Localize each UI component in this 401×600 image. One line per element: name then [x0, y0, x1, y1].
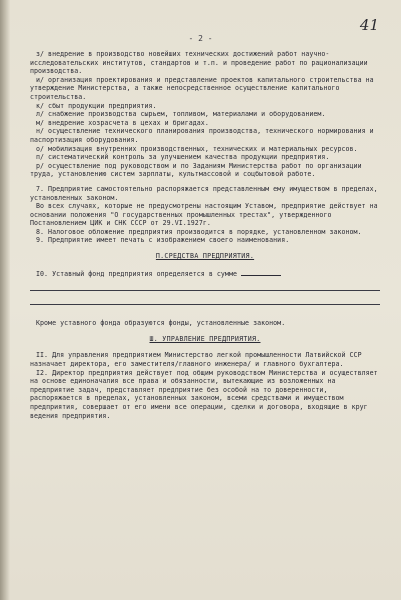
paragraph-12: I2. Директор предприятия действует под общим руководством Министерства и осуществляет на основе единоначалия все права и обязанности, вытекающие из возложенных на предприятие задач, представляет предприятие без особой на то доверенности, распоряжается в пределах, установленных законом, всеми средствами и имуществом предприятия, совершает от его имени все операции, сделки и договора, входящие в круг ведения предприятия. [30, 368, 378, 420]
binding-edge [0, 0, 10, 600]
list-item: о/ мобилизация внутренних производственных, технических и материальных ресурсов. [36, 144, 358, 153]
paragraph-10 [30, 269, 380, 279]
page-number: - 2 - [188, 34, 213, 43]
folio-number: 41 [359, 16, 379, 34]
paragraph-7: 7. Предприятие самостоятельно распоряжается представленным ему имуществом в пределах, установленных законом. [30, 184, 378, 202]
paragraph-10-text: I0. Уставный фонд предприятия определяется в сумме [36, 269, 237, 278]
fill-in-line [30, 304, 380, 305]
section-heading-funds: П.СРЕДСТВА ПРЕДПРИЯТИЯ. [155, 252, 255, 261]
list-item: р/ осуществление под руководством и по Заданиям Министерства работ по организации труда, установлению систем зарплаты, культмассовой и соцбытовой работе. [30, 161, 362, 179]
paragraph-8: 8. Налоговое обложение предприятия производится в порядке, установленном законом. [36, 227, 362, 236]
section-heading-management: Ш. УПРАВЛЕНИЕ ПРЕДПРИЯТИЯ. [149, 334, 261, 343]
list-item: м/ внедрение хозрасчета в цехах и бригадах. [36, 118, 209, 127]
list-item: л/ снабжение производства сырьем, топливом, материалами и оборудованием. [36, 110, 326, 119]
paragraph-11: II. Для управления предприятием Министерство легкой промышленности Латвийской ССР назначает директора, его заместителя/главного инженера/ и главного бухгалтера. [30, 351, 362, 369]
list-item: п/ систематический контроль за улучшением качества продукции предприятия. [36, 153, 330, 162]
document-body [30, 50, 380, 420]
paragraph-7-continued: Во всех случаях, которые не предусмотрены настоящим Уставом, предприятие действует на основании положения "О государственных промышленных трестах", утвержденного Постановлением ЦИК и СНК СССР от 29.VI.1927г. [30, 202, 378, 228]
list-item: з/ внедрение в производство новейших технических достижений работ научно-исследовательских институтов, стандартов и т.п. и проведение работ по рационализации производства. [30, 50, 368, 76]
fill-in-blank [241, 269, 281, 276]
list-item: н/ осуществление технического планирования производства, технического нормирования и паспортизация оборудования. [30, 127, 374, 144]
fill-in-line [30, 290, 380, 291]
paragraph-funds: Кроме уставного фонда образуются фонды, установленные законом. [36, 319, 286, 328]
paragraph-9: 9. Предприятие имеет печать с изображением своего наименования. [36, 236, 290, 245]
list-item: и/ организация проектирования и представление проектов капитального строительства на утверждение Министерства, а также непосредственное осуществление капитального строительства. [30, 75, 374, 101]
list-item: к/ сбыт продукции предприятия. [36, 101, 157, 110]
